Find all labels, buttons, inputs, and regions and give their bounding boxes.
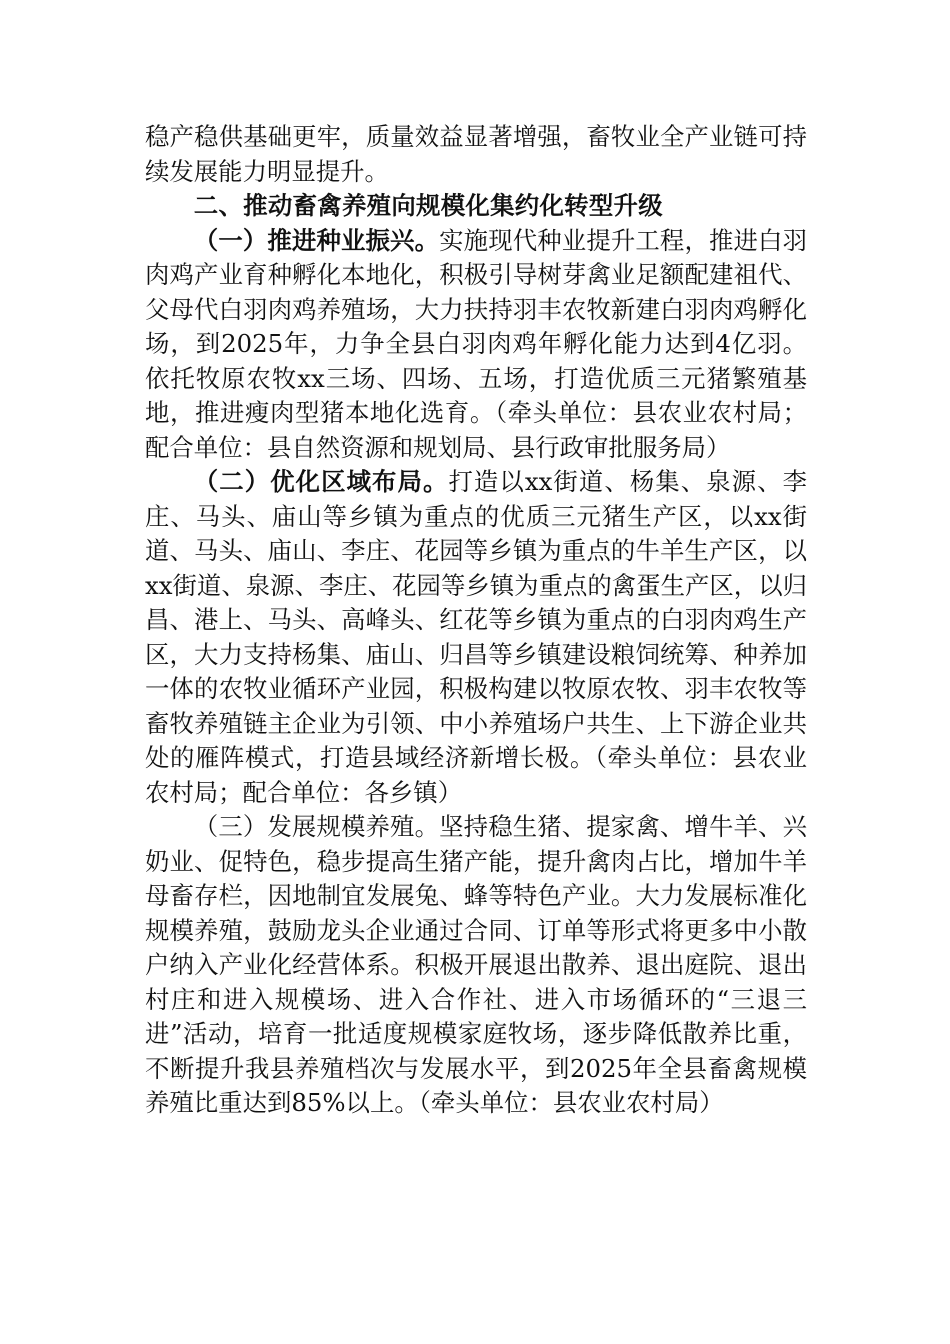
item-paragraph-2 [145,465,807,810]
item-body-1: 实施现代种业提升工程，推进白羽肉鸡产业育种孵化本地化，积极引导树芽禽业足额配建祖代、父母代白羽肉鸡养殖场，大力扶持羽丰农牧新建白羽肉鸡孵化场，到2025年，力争全县白羽肉鸡年孵化能力达到4亿羽。依托牧原农牧xx三场、四场、五场，打造优质三元猪繁殖基地，推进瘦肉型猪本地化选育。（牵头单位：县农业农村局；配合单位：县自然资源和规划局、县行政审批服务局） [145,225,807,462]
item-body-3: 坚持稳生猪、提家禽、增牛羊、兴奶业、促特色，稳步提高生猪产能，提升禽肉占比，增加牛羊母畜存栏，因地制宜发展兔、蜂等特色产业。大力发展标准化规模养殖，鼓励龙头企业通过合同、订单等形式将更多中小散户纳入产业化经营体系。积极开展退出散养、退出庭院、退出村庄和进入规模场、进入合作社、进入市场循环的“三退三进”活动，培育一批适度规模家庭牧场，逐步降低散养比重，不断提升我县养殖档次与发展水平，到2025年全县畜禽规模养殖比重达到85%以上。（牵头单位：县农业农村局） [145,812,807,1117]
item-lead-3: （三）发展规模养殖。 [193,812,440,841]
item-lead-2: （二）优化区域布局。 [193,467,449,496]
document-page [145,120,807,1121]
item-paragraph-1 [145,224,807,466]
item-paragraph-3 [145,810,807,1121]
intro-paragraph: 稳产稳供基础更牢，质量效益显著增强，畜牧业全产业链可持续发展能力明显提升。 [145,122,807,186]
section-heading: 二、推动畜禽养殖向规模化集约化转型升级 [193,191,663,220]
item-body-2: 打造以xx街道、杨集、泉源、李庄、马头、庙山等乡镇为重点的优质三元猪生产区，以xx街道、马头、庙山、李庄、花园等乡镇为重点的牛羊生产区，以xx街道、泉源、李庄、花园等乡镇为重点的禽蛋生产区，以归昌、港上、马头、高峰头、红花等乡镇为重点的白羽肉鸡生产区，大力支持杨集、庙山、归昌等乡镇建设粮饲统筹、种养加一体的农牧业循环产业园，积极构建以牧原农牧、羽丰农牧等畜牧养殖链主企业为引领、中小养殖场户共生、上下游企业共处的雁阵模式，打造县域经济新增长极。（牵头单位：县农业农村局；配合单位：各乡镇） [145,467,807,807]
item-lead-1: （一）推进种业振兴。 [193,225,440,255]
